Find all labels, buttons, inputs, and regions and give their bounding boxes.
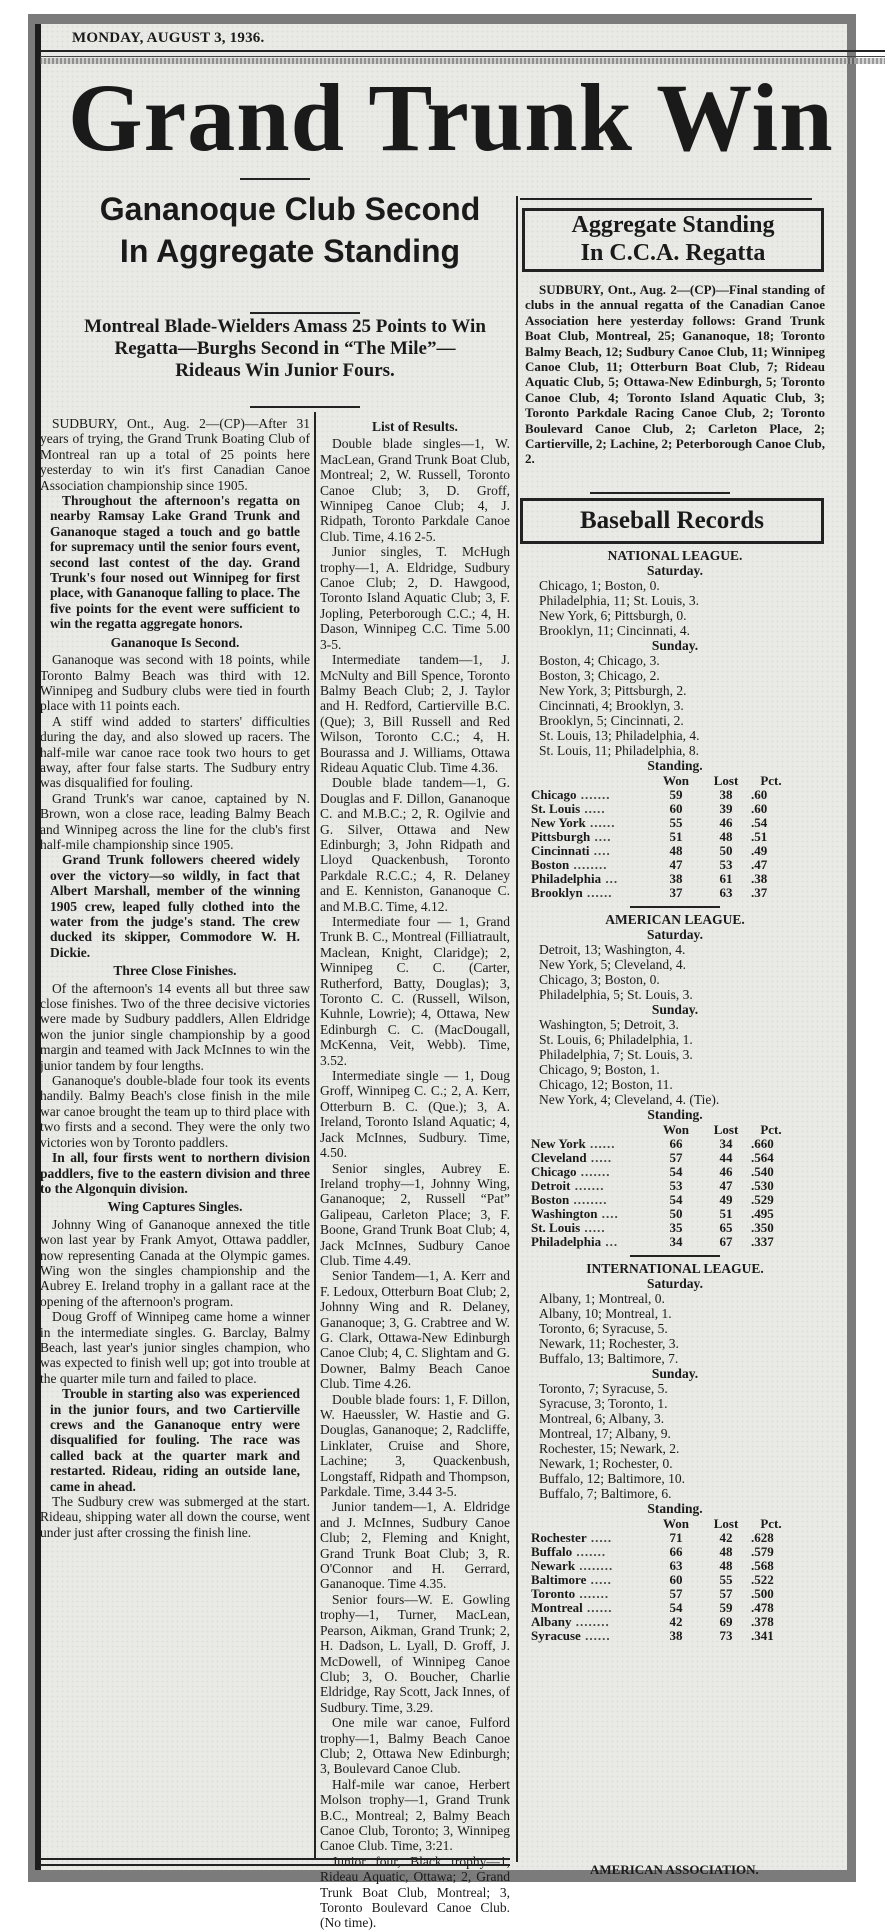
team-lost: 53 <box>719 857 733 872</box>
article-paragraph-bold: Grand Trunk followers cheered widely over the victory—so wildly, in fact that Albert Marshall, member of the winning 1905 crew, leaped fully clothed into the water from the judge's stand. The crew ducked its skipper, Commodore W. H. Dickie. <box>50 852 300 960</box>
column-divider-1 <box>314 412 316 1858</box>
team-name: New York <box>531 815 586 830</box>
saturday-label: Saturday. <box>647 563 703 578</box>
leader-dots: .... <box>589 843 611 858</box>
standings-row <box>531 1151 791 1165</box>
team-won: 55 <box>669 815 683 830</box>
team-won: 38 <box>669 1628 683 1643</box>
team-name: St. Louis <box>531 801 581 816</box>
game-score: Philadelphia, 7; St. Louis, 3. <box>539 1047 693 1062</box>
subhead-gananoque-second: Gananoque Is Second. <box>110 634 240 650</box>
standing-label: Standing. <box>647 758 703 773</box>
masthead-rule <box>40 50 885 57</box>
leader-dots: ..... <box>586 1530 613 1545</box>
game-score: Boston, 3; Chicago, 2. <box>539 668 660 683</box>
team-won: 66 <box>669 1544 683 1559</box>
standings-row <box>531 1193 791 1207</box>
team-won: 63 <box>669 1558 683 1573</box>
standings-team <box>531 1573 651 1587</box>
team-name: New York <box>531 1136 586 1151</box>
game-score: Albany, 10; Montreal, 1. <box>539 1306 672 1321</box>
team-name: Brooklyn <box>531 885 583 900</box>
standing-label: Standing. <box>647 1501 703 1516</box>
dateline: MONDAY, AUGUST 3, 1936. <box>72 30 265 46</box>
standings-team <box>531 1559 651 1573</box>
game-score: New York, 4; Cleveland, 4. (Tie). <box>539 1092 720 1107</box>
leader-dots: ........ <box>571 1614 610 1629</box>
subhead-three-close-finishes: Three Close Finishes. <box>113 963 237 979</box>
team-won: 38 <box>669 871 683 886</box>
team-pct: .530 <box>751 1178 774 1193</box>
leader-dots: ........ <box>575 1558 614 1573</box>
team-name: Philadelphia <box>531 1234 602 1249</box>
standing-label: Standing. <box>647 1107 703 1122</box>
team-name: St. Louis <box>531 1220 581 1235</box>
standings-row <box>531 830 791 844</box>
team-name: Albany <box>531 1614 572 1629</box>
standings-row <box>531 886 791 900</box>
standings-team <box>531 788 651 802</box>
team-name: Toronto <box>531 1586 576 1601</box>
subheadline-line1: Montreal Blade-Wielders Amass 25 Points to Win <box>84 316 486 337</box>
standings-team <box>531 1193 651 1207</box>
game-score: Detroit, 13; Washington, 4. <box>539 942 686 957</box>
team-name: Philadelphia <box>531 871 602 886</box>
team-lost: 73 <box>719 1628 733 1643</box>
team-name: Detroit <box>531 1178 571 1193</box>
game-score: St. Louis, 6; Philadelphia, 1. <box>539 1032 693 1047</box>
leader-dots: ...... <box>585 1136 616 1151</box>
standings-row <box>531 1545 791 1559</box>
standings-header <box>531 773 791 788</box>
subheadline-line2: Regatta—Burghs Second in “The Mile”— <box>114 338 456 359</box>
leader-dots: ...... <box>582 1600 613 1615</box>
baseball-title-box <box>520 498 824 544</box>
leader-dots: .... <box>597 1206 619 1221</box>
headline-rule <box>240 178 310 180</box>
leader-dots: ..... <box>580 1220 606 1235</box>
team-pct: .341 <box>751 1628 774 1643</box>
subheadline-rule-top <box>250 312 360 314</box>
leader-dots: ....... <box>575 1586 610 1601</box>
team-won: 53 <box>669 1178 683 1193</box>
team-pct: .540 <box>751 1164 774 1179</box>
aggregate-standing-text <box>525 282 825 467</box>
league-name-american: AMERICAN LEAGUE. <box>605 912 745 927</box>
standings-row <box>531 844 791 858</box>
team-lost: 48 <box>719 1544 733 1559</box>
team-won: 42 <box>669 1614 683 1629</box>
standings-row <box>531 816 791 830</box>
leader-dots: ....... <box>576 1164 611 1179</box>
header-lost: Lost <box>713 773 739 788</box>
game-score: Boston, 4; Chicago, 3. <box>539 653 660 668</box>
game-score: Brooklyn, 11; Cincinnati, 4. <box>539 623 690 638</box>
team-won: 54 <box>669 1164 683 1179</box>
aggregate-paragraph: SUDBURY, Ont., Aug. 2—(CP)—Final standing of clubs in the annual regatta of the Canadian Canoe Association here yesterday follows: Grand Trunk Boat Club, Montreal, 25; Gananoque, 18; Toronto Balmy Beach, 12; Sudbury Canoe Club, 11; Winnipeg Canoe Club, 11; Otterburn Boat Club, 7; Rideau Aquatic Club, 5; Ottawa-New Edinburgh, 5; Toronto Canoe Club, 4; Toronto Island Aquatic Club, 3; Toronto Parkdale Racing Canoe Club, 2; Toronto Boulevard Canoe Club, 2; Carleton Place, 2; Cartierville, 2; Lachine, 2; Peterborough Canoe Club, 2. <box>525 282 825 467</box>
team-won: 60 <box>669 1572 683 1587</box>
team-pct: .54 <box>751 815 768 830</box>
standings-header <box>531 1516 791 1531</box>
leader-dots: ...... <box>580 1628 611 1643</box>
results-title: List of Results. <box>372 419 458 434</box>
saturday-label: Saturday. <box>647 927 703 942</box>
article-paragraph: Gananoque's double-blade four took its events handily. Balmy Beach's close finish in the mile war canoe brought the team up to third place with two firsts and a second. They were the only two victories won by Toronto paddlers. <box>40 1073 310 1150</box>
team-won: 47 <box>669 857 683 872</box>
team-won: 57 <box>669 1586 683 1601</box>
team-lost: 63 <box>719 885 733 900</box>
team-lost: 67 <box>719 1234 733 1249</box>
team-won: 51 <box>669 829 683 844</box>
standings-team <box>531 1207 651 1221</box>
game-score: Cincinnati, 4; Brooklyn, 3. <box>539 698 684 713</box>
standings-team <box>531 1531 651 1545</box>
aggregate-end-rule <box>590 492 730 494</box>
team-pct: .47 <box>751 857 768 872</box>
standings-table-american <box>531 1122 791 1249</box>
team-lost: 65 <box>719 1220 733 1235</box>
subheadline-line3: Rideaus Win Junior Fours. <box>175 360 395 381</box>
game-score: Buffalo, 7; Baltimore, 6. <box>539 1486 672 1501</box>
team-lost: 34 <box>719 1136 733 1151</box>
result-item: Intermediate tandem—1, J. McNulty and Bill Spence, Toronto Balmy Beach Club; 2, J. Taylor and H. Redford, Cartierville B.C. (Que); 3, Bill Russell and Red Wilson, Toronto C.C.; 4, H. Bourassa and J. Williams, Ottawa Rideau Aquatic Club. Time 4.36. <box>320 652 510 775</box>
standings-table-international <box>531 1516 791 1643</box>
standings-row <box>531 1235 791 1249</box>
team-lost: 48 <box>719 829 733 844</box>
standings-row <box>531 1221 791 1235</box>
game-score: Montreal, 6; Albany, 3. <box>539 1411 665 1426</box>
team-name: Montreal <box>531 1600 583 1615</box>
article-paragraph: Gananoque was second with 18 points, while Toronto Balmy Beach was third with 12. Winnipeg and Sudbury clubs were tied in fourth place with 11 points each. <box>40 652 310 714</box>
game-score: Toronto, 6; Syracuse, 5. <box>539 1321 668 1336</box>
game-score: Montreal, 17; Albany, 9. <box>539 1426 671 1441</box>
header-team <box>531 1516 651 1531</box>
article-paragraph-bold: Throughout the afternoon's regatta on nearby Ramsay Lake Grand Trunk and Gananoque staged a touch and go battle for supremacy until the senior fours event, second last contest of the day. Grand Trunk's four nosed out Winnipeg for first place, with Gananoque falling to place. The five points for the event were sufficient to win the regatta aggregate honors. <box>50 493 300 632</box>
article-column-1 <box>40 416 310 1540</box>
team-lost: 39 <box>719 801 733 816</box>
subheadline-rule-bottom <box>250 406 360 408</box>
team-pct: .337 <box>751 1234 774 1249</box>
header-lost: Lost <box>713 1122 739 1137</box>
leader-dots: ..... <box>586 1150 613 1165</box>
standings-team <box>531 1545 651 1559</box>
result-item: Double blade fours: 1, F. Dillon, W. Haeussler, W. Hastie and G. Douglas, Gananoque; 2, Radcliffe, Linklater, Cruise and Shore, Lachine; 3, Quackenbush, Longstaff, Ridpath and Thompson, Parkdale. Time, 3.44 3-5. <box>320 1391 510 1500</box>
sidebar-top-rule <box>520 198 812 200</box>
team-pct: .38 <box>751 871 768 886</box>
standings-row <box>531 872 791 886</box>
standings-team <box>531 844 651 858</box>
sunday-label: Sunday. <box>651 1002 699 1017</box>
result-item: Intermediate single — 1, Doug Groff, Winnipeg C. C.; 2, A. Kerr, Otterburn B. C. (Que.); 3, A. Ireland, Toronto Island Aquatic; 4, Jack McInnes, Sudbury. Time, 4.50. <box>320 1068 510 1161</box>
baseball-title: Baseball Records <box>579 507 765 534</box>
aggregate-title-line2: In C.C.A. Regatta <box>580 240 766 266</box>
article-paragraph-bold: Trouble in starting also was experienced in the junior fours, and two Cartierville crews and the Gananoque entry were disqualified for fouling. The race was called back at the quarter mark and restarted. Rideau, riding an outside lane, came in ahead. <box>50 1386 300 1494</box>
team-name: Buffalo <box>531 1544 573 1559</box>
game-score: Albany, 1; Montreal, 0. <box>539 1291 665 1306</box>
main-headline-line2: In Aggregate Standing <box>119 233 461 269</box>
team-pct: .60 <box>751 801 768 816</box>
team-name: Chicago <box>531 787 577 802</box>
team-won: 57 <box>669 1150 683 1165</box>
team-won: 54 <box>669 1192 683 1207</box>
header-won: Won <box>662 773 689 788</box>
team-name: Pittsburgh <box>531 829 591 844</box>
result-item: Junior four, Black trophy—1, Rideau Aquatic, Ottawa; 2, Grand Trunk Boat Club, Montreal; 3, Toronto Boulevard Canoe Club. (No time). <box>320 1853 510 1931</box>
standings-team <box>531 1601 651 1615</box>
team-pct: .378 <box>751 1614 774 1629</box>
leader-dots: ..... <box>580 801 606 816</box>
game-score: New York, 3; Pittsburgh, 2. <box>539 683 687 698</box>
standings-team <box>531 1221 651 1235</box>
team-lost: 38 <box>719 787 733 802</box>
standings-team <box>531 1629 651 1643</box>
next-section-heading: AMERICAN ASSOCIATION. <box>590 1862 759 1877</box>
league-divider <box>630 906 720 908</box>
team-lost: 49 <box>719 1192 733 1207</box>
team-won: 35 <box>669 1220 683 1235</box>
header-won: Won <box>662 1516 689 1531</box>
team-pct: .660 <box>751 1136 774 1151</box>
standings-header <box>531 1122 791 1137</box>
league-name-national: NATIONAL LEAGUE. <box>607 548 743 563</box>
leader-dots: ....... <box>576 787 611 802</box>
team-name: Newark <box>531 1558 576 1573</box>
aggregate-title-box <box>522 208 824 272</box>
baseball-records <box>525 544 825 1643</box>
leader-dots: ..... <box>586 1572 612 1587</box>
team-lost: 42 <box>719 1530 733 1545</box>
standings-row <box>531 1629 791 1643</box>
standings-team <box>531 872 651 886</box>
result-item: Senior fours—W. E. Gowling trophy—1, Turner, MacLean, Pearson, Aikman, Grand Trunk; 2, H. Dadson, L. Lyall, D. Groff, J. McDowell, of Winnipeg Canoe Club; 3, O. Boucher, Charlie Eldridge, Ray Scott, Jack Innes, of Sudbury. Time, 3.29. <box>320 1591 510 1715</box>
game-score: Buffalo, 12; Baltimore, 10. <box>539 1471 685 1486</box>
game-score: Toronto, 7; Syracuse, 5. <box>539 1381 668 1396</box>
leader-dots: ........ <box>569 857 608 872</box>
team-name: Washington <box>531 1206 598 1221</box>
article-paragraph: The Sudbury crew was submerged at the start. Rideau, shipping water all down the course, went under just after crossing the finish line. <box>40 1494 310 1540</box>
team-lost: 61 <box>719 871 733 886</box>
team-won: 54 <box>669 1600 683 1615</box>
subhead-wing-captures-singles: Wing Captures Singles. <box>107 1199 243 1215</box>
team-won: 71 <box>669 1530 683 1545</box>
standings-team <box>531 886 651 900</box>
team-won: 66 <box>669 1136 683 1151</box>
team-lost: 44 <box>719 1150 733 1165</box>
article-paragraph-bold: In all, four firsts went to northern division paddlers, five to the eastern division and three to the Algonquin division. <box>40 1150 310 1196</box>
team-won: 37 <box>669 885 683 900</box>
team-lost: 46 <box>719 815 733 830</box>
standings-row <box>531 1179 791 1193</box>
game-score: Chicago, 1; Boston, 0. <box>539 578 660 593</box>
header-pct: Pct. <box>760 1122 782 1137</box>
header-team <box>531 1122 651 1137</box>
team-pct: .51 <box>751 829 768 844</box>
team-name: Syracuse <box>531 1628 581 1643</box>
team-name: Cincinnati <box>531 843 590 858</box>
standings-row <box>531 858 791 872</box>
page-bottom-rule <box>40 1858 510 1866</box>
team-pct: .564 <box>751 1150 774 1165</box>
team-lost: 57 <box>719 1586 733 1601</box>
leader-dots: ... <box>601 871 619 886</box>
standings-team <box>531 1587 651 1601</box>
standings-row <box>531 1615 791 1629</box>
team-name: Chicago <box>531 1164 577 1179</box>
team-pct: .568 <box>751 1558 774 1573</box>
team-won: 48 <box>669 843 683 858</box>
standings-row <box>531 1137 791 1151</box>
leader-dots: ...... <box>585 815 616 830</box>
standings-team <box>531 1179 651 1193</box>
team-lost: 59 <box>719 1600 733 1615</box>
standings-team <box>531 1137 651 1151</box>
standings-team <box>531 816 651 830</box>
team-lost: 47 <box>719 1178 733 1193</box>
header-team <box>531 773 651 788</box>
standings-team <box>531 1615 651 1629</box>
result-item: Double blade tandem—1, G. Douglas and F. Dillon, Gananoque C. and M.B.C.; 2, R. Ogilvie and G. Silver, Ottawa and New Edinburgh; 3, John Ridpath and Lloyd Quackenbush, Toronto Parkdale R.C.C.; 4, R. Delaney and E. Kenniston, Gananoque C. and M.B.C. Time, 4.12. <box>320 775 510 914</box>
banner-headline: Grand Trunk Win <box>68 64 834 171</box>
standings-row <box>531 1587 791 1601</box>
result-item: Senior singles, Aubrey E. Ireland trophy—1, Johnny Wing, Gananoque; 2, Russell “Pat” Galipeau, Carleton Place; 3, F. Boone, Grand Trunk Boat Club; 4, Jack McInnes, Sudbury Canoe Club. Time 4.49. <box>320 1160 510 1268</box>
team-pct: .350 <box>751 1220 774 1235</box>
team-name: Boston <box>531 857 570 872</box>
leader-dots: ....... <box>572 1544 607 1559</box>
team-pct: .478 <box>751 1600 774 1615</box>
game-score: Newark, 11; Rochester, 3. <box>539 1336 679 1351</box>
result-item: Senior Tandem—1, A. Kerr and F. Ledoux, Otterburn Boat Club; 2, Johnny Wing and R. Delaney, Gananoque; 3, G. Crabtree and W. G. Clark, Ottawa-New Edinburgh Canoe Club; 4, C. Slightam and G. Downer, Balmy Beach Canoe Club. Time 4.26. <box>320 1268 510 1392</box>
result-item: Junior singles, T. McHugh trophy—1, A. Eldridge, Sudbury Canoe Club; 2, D. Hawgood, Toronto Island Aquatic Club; 3, F. Jopling, Peterborough C.C.; 4, H. Dason, Winnipeg C.C. Time 5.00 3-5. <box>320 544 510 652</box>
standings-team <box>531 1165 651 1179</box>
game-score: Rochester, 15; Newark, 2. <box>539 1441 680 1456</box>
game-score: Newark, 1; Rochester, 0. <box>539 1456 673 1471</box>
standings-row <box>531 1207 791 1221</box>
team-lost: 69 <box>719 1614 733 1629</box>
team-pct: .522 <box>751 1572 774 1587</box>
team-name: Cleveland <box>531 1150 587 1165</box>
article-paragraph: A stiff wind added to starters' difficulties during the day, and also slowed up racers. The half-mile war canoe race took two hours to get away, after four false starts. The Sudbury entry was disqualified for fouling. <box>40 713 310 791</box>
team-won: 50 <box>669 1206 683 1221</box>
result-item: Junior tandem—1, A. Eldridge and J. McInnes, Sudbury Canoe Club; 2, Fleming and Knight, Grand Trunk Boat Club; 3, R. O'Connor and H. Gerrard, Gananoque. Time 4.35. <box>320 1499 510 1592</box>
league-name-international: INTERNATIONAL LEAGUE. <box>586 1261 764 1276</box>
game-score: Chicago, 12; Boston, 11. <box>539 1077 673 1092</box>
standings-table-national <box>531 773 791 900</box>
result-item: Intermediate four — 1, Grand Trunk B. C., Montreal (Filliatrault, Maclean, Knight, Claridge); 2, Winnipeg C. C. (Carter, Rutherford, Batty, Douglas); 3, Toronto C. C. (Russell, Wilson, Kuhnle, Lowrie); 4, Ottawa, New Edinburgh C. C. (MacDougall, McKenna, Veit, Webb). Time, 3.52. <box>320 914 510 1068</box>
leader-dots: ...... <box>582 885 613 900</box>
game-score: Brooklyn, 5; Cincinnati, 2. <box>539 713 684 728</box>
game-score: Chicago, 9; Boston, 1. <box>539 1062 660 1077</box>
team-pct: .60 <box>751 787 768 802</box>
standings-team <box>531 830 651 844</box>
standings-row <box>531 802 791 816</box>
team-pct: .500 <box>751 1586 774 1601</box>
team-won: 34 <box>669 1234 683 1249</box>
article-paragraph: Doug Groff of Winnipeg came home a winner in the intermediate singles. G. Barclay, Balmy Beach, last year's junior singles champion, who was expected to finish well up; got into trouble at the quarter mile turn and failed to place. <box>40 1309 310 1386</box>
standings-team <box>531 802 651 816</box>
game-score: Washington, 5; Detroit, 3. <box>539 1017 679 1032</box>
leader-dots: .... <box>590 829 612 844</box>
column-divider-2 <box>516 196 518 1862</box>
team-lost: 55 <box>719 1572 733 1587</box>
sunday-label: Sunday. <box>651 1366 699 1381</box>
game-score: Philadelphia, 11; St. Louis, 3. <box>539 593 699 608</box>
game-score: Buffalo, 13; Baltimore, 7. <box>539 1351 679 1366</box>
main-headline <box>55 188 525 272</box>
team-pct: .579 <box>751 1544 774 1559</box>
team-pct: .628 <box>751 1530 774 1545</box>
team-pct: .495 <box>751 1206 774 1221</box>
article-paragraph: Of the afternoon's 14 events all but three saw close finishes. Two of the three decisive victories were made by Sudbury paddlers, Allen Eldridge won the junior single championship by a good margin and teamed with Jack McInnes to win the junior tandem by four lengths. <box>40 980 310 1073</box>
game-score: St. Louis, 11; Philadelphia, 8. <box>539 743 699 758</box>
standings-team <box>531 1235 651 1249</box>
subheadline <box>60 316 510 382</box>
leader-dots: ....... <box>570 1178 605 1193</box>
league-divider <box>630 1255 720 1257</box>
results-column <box>320 416 510 1931</box>
game-score: Chicago, 3; Boston, 0. <box>539 972 660 987</box>
result-item: Half-mile war canoe, Herbert Molson trophy—1, Grand Trunk B.C., Montreal; 2, Balmy Beach Canoe Club, Toronto; 3, Winnipeg Canoe Club. Time, 3:21. <box>320 1776 510 1854</box>
header-pct: Pct. <box>760 1516 782 1531</box>
team-won: 60 <box>669 801 683 816</box>
team-name: Boston <box>531 1192 570 1207</box>
team-pct: .529 <box>751 1192 774 1207</box>
standings-row <box>531 1573 791 1587</box>
header-pct: Pct. <box>760 773 782 788</box>
standings-team <box>531 858 651 872</box>
sunday-label: Sunday. <box>651 638 699 653</box>
aggregate-title-line1: Aggregate Standing <box>571 212 775 238</box>
article-paragraph: Grand Trunk's war canoe, captained by N. Brown, won a close race, leading Balmy Beach and Winnipeg across the line for the club's first half-mile championship since 1905. <box>40 790 310 852</box>
team-lost: 48 <box>719 1558 733 1573</box>
game-score: New York, 5; Cleveland, 4. <box>539 957 686 972</box>
team-name: Rochester <box>531 1530 587 1545</box>
team-pct: .49 <box>751 843 768 858</box>
standings-row <box>531 1531 791 1545</box>
standings-row <box>531 788 791 802</box>
game-score: St. Louis, 13; Philadelphia, 4. <box>539 728 700 743</box>
leader-dots: ... <box>601 1234 619 1249</box>
game-score: Syracuse, 3; Toronto, 1. <box>539 1396 668 1411</box>
team-name: Baltimore <box>531 1572 587 1587</box>
game-score: Philadelphia, 5; St. Louis, 3. <box>539 987 693 1002</box>
result-item: One mile war canoe, Fulford trophy—1, Balmy Beach Canoe Club; 2, Ottawa New Edinburgh; 3, Boulevard Canoe Club. <box>320 1715 510 1777</box>
main-headline-line1: Gananoque Club Second <box>99 191 481 227</box>
game-score: New York, 6; Pittsburgh, 0. <box>539 608 687 623</box>
team-won: 59 <box>669 787 683 802</box>
standings-row <box>531 1601 791 1615</box>
team-lost: 46 <box>719 1164 733 1179</box>
standings-row <box>531 1165 791 1179</box>
team-lost: 51 <box>719 1206 733 1221</box>
saturday-label: Saturday. <box>647 1276 703 1291</box>
result-item: Double blade singles—1, W. MacLean, Grand Trunk Boat Club, Montreal; 2, W. Russell, Toronto Canoe Club; 3, D. Groff, Winnipeg Canoe Club; 4, J. Ridpath, Toronto Parkdale Canoe Club. Time, 4.16 2-5. <box>320 436 510 544</box>
standings-team <box>531 1151 651 1165</box>
standings-row <box>531 1559 791 1573</box>
article-paragraph: Johnny Wing of Gananoque annexed the title won last year by Frank Amyot, Ottawa paddler, now representing Canada at the Olympic games. Wing won the singles championship and the Aubrey E. Ireland trophy in a gallant race at the opening of the afternoon's program. <box>40 1216 310 1309</box>
header-lost: Lost <box>713 1516 739 1531</box>
leader-dots: ........ <box>569 1192 608 1207</box>
team-pct: .37 <box>751 885 768 900</box>
article-paragraph: SUDBURY, Ont., Aug. 2—(CP)—After 31 years of trying, the Grand Trunk Boating Club of Montreal ran up a total of 25 points here yesterday to win it's first Canadian Canoe Association championship since 1905. <box>40 416 310 493</box>
header-won: Won <box>662 1122 689 1137</box>
team-lost: 50 <box>719 843 733 858</box>
